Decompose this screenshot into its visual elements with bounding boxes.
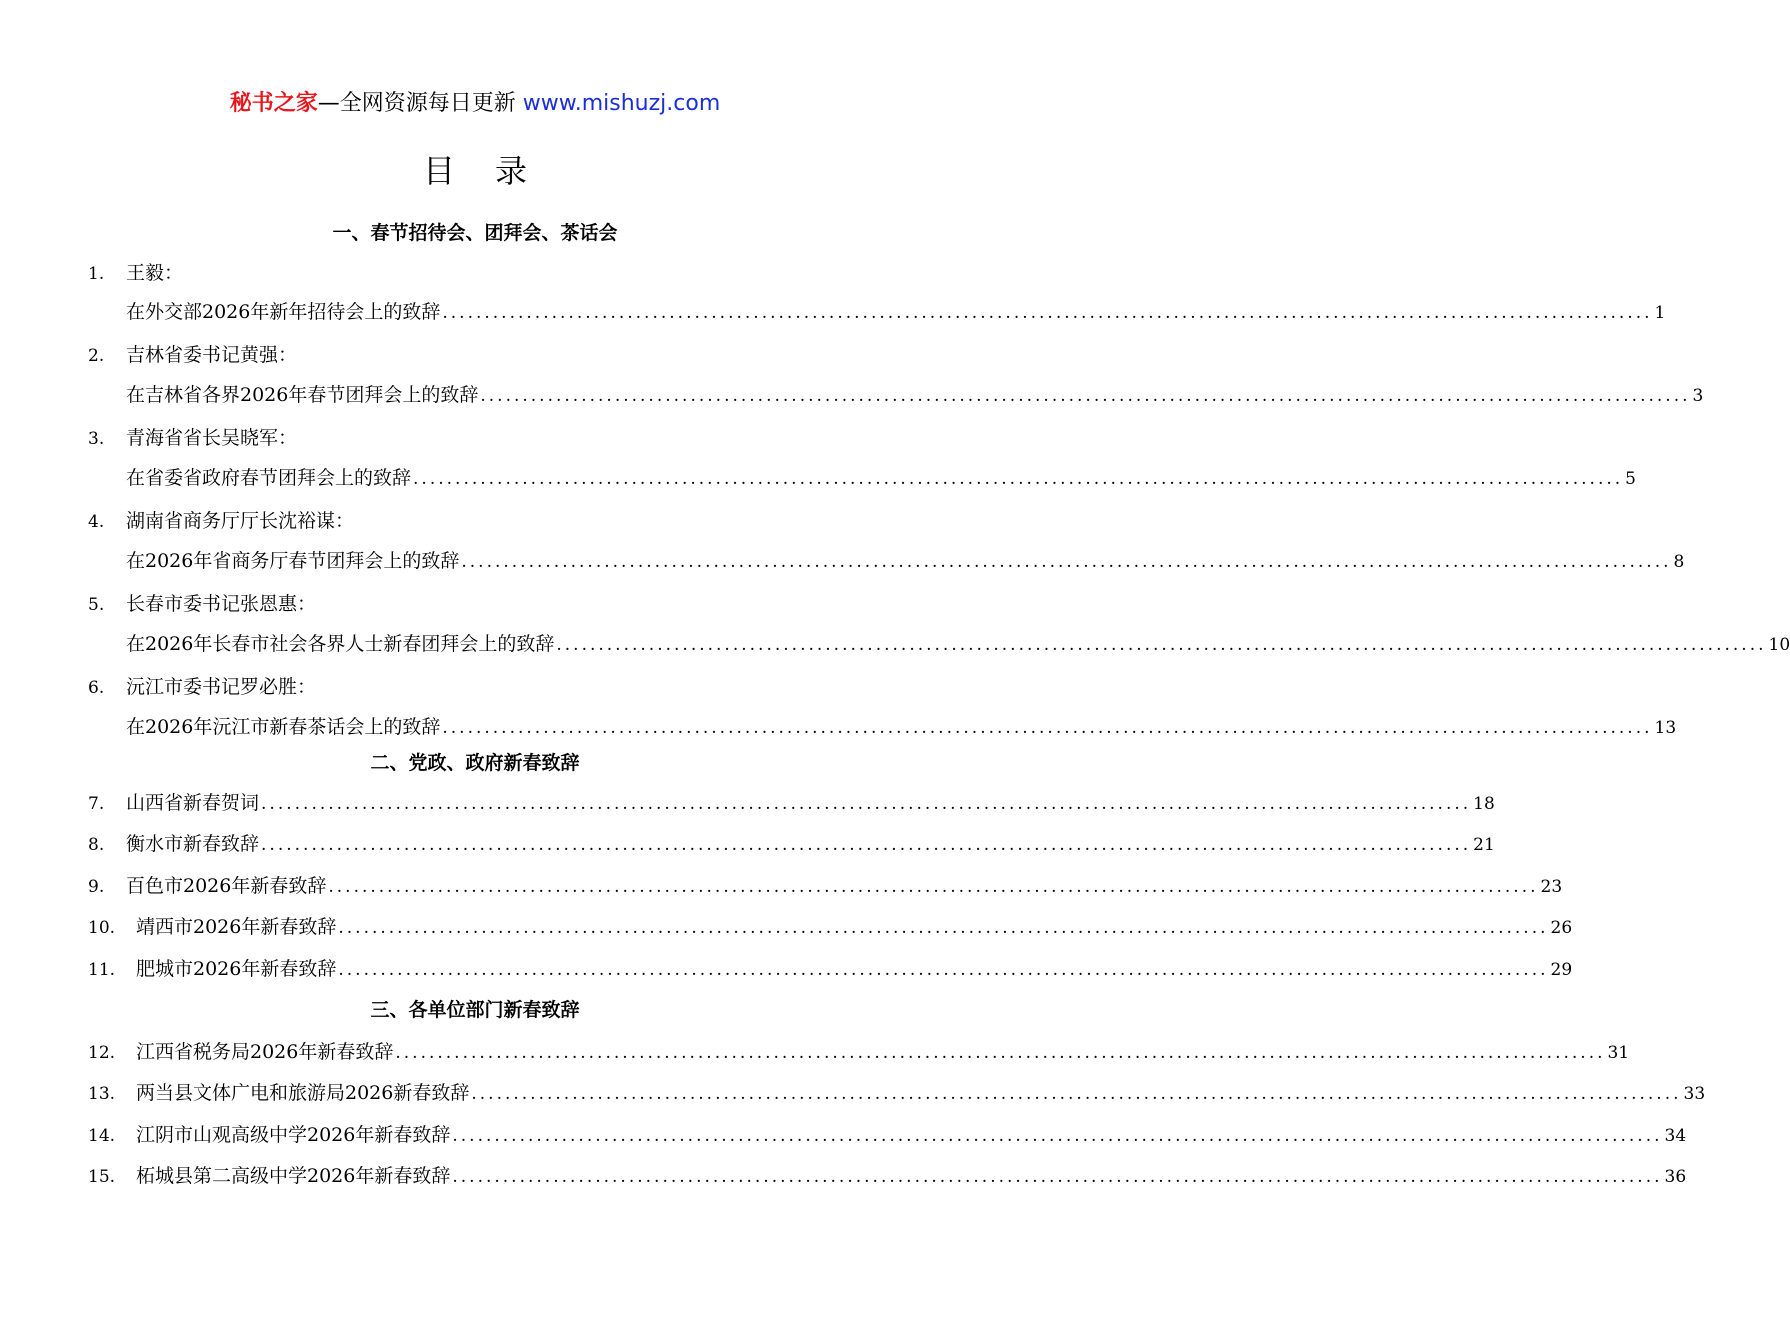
toc-page-number: 8 — [1673, 552, 1685, 572]
header-tagline: 全网资源每日更新 — [339, 91, 516, 116]
section-heading-1: 一、春节招待会、团拜会、茶话会 — [332, 222, 618, 244]
section-heading-3: 三、各单位部门新春致辞 — [370, 999, 580, 1021]
toc-entry[interactable] — [88, 788, 1495, 816]
toc-entry-title: 靖西市2026年新春致辞 — [136, 916, 337, 938]
leader-dots: ................................................................................................................................................ — [395, 1043, 1606, 1063]
toc-page-number: 21 — [1473, 835, 1495, 855]
toc-entry[interactable] — [88, 297, 1666, 325]
leader-dots: ................................................................................................................................................ — [442, 718, 1653, 738]
toc-entry[interactable] — [88, 871, 1563, 899]
toc-author-line — [88, 672, 860, 700]
toc-number: 2. — [88, 346, 105, 366]
leader-dots: ................................................................................................................................................ — [556, 635, 1767, 655]
toc-page-number: 18 — [1473, 794, 1495, 814]
leader-dots: ................................................................................................................................................ — [480, 386, 1691, 406]
toc-entry-title: 在2026年长春市社会各界人士新春团拜会上的致辞 — [126, 633, 555, 655]
toc-author-line — [88, 423, 860, 451]
toc-entry[interactable] — [88, 829, 1495, 857]
leader-dots: ................................................................................................................................................ — [328, 877, 1539, 897]
toc-author: 青海省省长吴晓军： — [126, 427, 298, 449]
toc-entry-title: 在2026年省商务厅春节团拜会上的致辞 — [126, 550, 460, 572]
toc-entry-title: 江阴市山观高级中学2026年新春致辞 — [136, 1124, 451, 1146]
toc-entry-title: 百色市2026年新春致辞 — [126, 875, 327, 897]
toc-number: 10. — [88, 918, 116, 938]
header-url[interactable]: www.mishuzj.com — [522, 91, 721, 116]
toc-author: 长春市委书记张恩惠： — [126, 593, 317, 615]
leader-dots: ................................................................................................................................................ — [471, 1084, 1682, 1104]
toc-entry-title: 山西省新春贺词 — [126, 792, 260, 814]
toc-entry[interactable] — [88, 463, 1636, 491]
toc-page-number: 26 — [1550, 918, 1573, 938]
toc-number: 4. — [88, 512, 105, 532]
toc-number: 1. — [88, 264, 105, 284]
leader-dots: ................................................................................................................................................ — [452, 1167, 1663, 1187]
leader-dots: ................................................................................................................................................ — [461, 552, 1672, 572]
toc-author: 吉林省委书记黄强： — [126, 344, 298, 366]
toc-entry-title: 两当县文体广电和旅游局2026新春致辞 — [136, 1082, 470, 1104]
toc-number: 14. — [88, 1126, 116, 1146]
toc-number: 3. — [88, 429, 105, 449]
toc-author-line — [88, 258, 860, 286]
toc-number: 15. — [88, 1167, 116, 1187]
toc-entry[interactable] — [88, 712, 1677, 740]
toc-number: 9. — [88, 877, 105, 897]
toc-author: 湖南省商务厅厅长沈裕谋： — [126, 510, 355, 532]
toc-entry-title: 在省委省政府春节团拜会上的致辞 — [126, 467, 412, 489]
leader-dots: ................................................................................................................................................ — [261, 794, 1472, 814]
toc-author: 王毅： — [126, 262, 184, 284]
toc-entry-title: 肥城市2026年新春致辞 — [136, 958, 337, 980]
leader-dots: ................................................................................................................................................ — [413, 469, 1624, 489]
toc-entry-title: 在2026年沅江市新春茶话会上的致辞 — [126, 716, 441, 738]
toc-author-line — [88, 589, 860, 617]
toc-page-number: 29 — [1550, 960, 1573, 980]
toc-page-number: 3 — [1692, 386, 1704, 406]
toc-page-number: 13 — [1654, 718, 1677, 738]
section-heading-2: 二、党政、政府新春致辞 — [370, 752, 580, 774]
toc-entry-title: 江西省税务局2026年新春致辞 — [136, 1041, 394, 1063]
toc-number: 7. — [88, 794, 105, 814]
toc-entry[interactable] — [88, 912, 1573, 940]
toc-page-number: 36 — [1664, 1167, 1687, 1187]
leader-dots: ................................................................................................................................................ — [338, 918, 1549, 938]
toc-entry-title: 在吉林省各界2026年春节团拜会上的致辞 — [126, 384, 479, 406]
toc-entry[interactable] — [88, 546, 1685, 574]
toc-number: 12. — [88, 1043, 116, 1063]
leader-dots: ................................................................................................................................................ — [338, 960, 1549, 980]
toc-entry[interactable] — [88, 1037, 1630, 1065]
toc-entry[interactable] — [88, 380, 1704, 408]
toc-entry[interactable] — [88, 629, 1790, 657]
toc-page-number: 10 — [1768, 635, 1790, 655]
toc-number: 8. — [88, 835, 105, 855]
toc-number: 6. — [88, 678, 105, 698]
toc-number: 11. — [88, 960, 116, 980]
toc-page-number: 33 — [1683, 1084, 1706, 1104]
toc-entry[interactable] — [88, 1078, 1706, 1106]
header-dash: — — [317, 91, 340, 116]
toc-entry[interactable] — [88, 1161, 1687, 1189]
leader-dots: ................................................................................................................................................ — [261, 835, 1472, 855]
toc-page-number: 23 — [1540, 877, 1563, 897]
page-title: 目录 — [422, 152, 567, 190]
leader-dots: ................................................................................................................................................ — [442, 303, 1653, 323]
toc-author-line — [88, 506, 860, 534]
toc-entry-title: 衡水市新春致辞 — [126, 833, 260, 855]
toc-page-number: 5 — [1625, 469, 1636, 489]
toc-page-number: 34 — [1664, 1126, 1687, 1146]
page-header — [0, 86, 950, 117]
toc-page-number: 31 — [1607, 1043, 1630, 1063]
brand-name: 秘书之家 — [229, 91, 318, 116]
leader-dots: ................................................................................................................................................ — [452, 1126, 1663, 1146]
toc-entry-title: 柘城县第二高级中学2026年新春致辞 — [136, 1165, 451, 1187]
toc-entry-title: 在外交部2026年新年招待会上的致辞 — [126, 301, 441, 323]
toc-entry[interactable] — [88, 1120, 1687, 1148]
toc-author: 沅江市委书记罗必胜： — [126, 676, 317, 698]
toc-entry[interactable] — [88, 954, 1573, 982]
toc-number: 13. — [88, 1084, 116, 1104]
toc-page-number: 1 — [1654, 303, 1666, 323]
toc-author-line — [88, 340, 860, 368]
toc-number: 5. — [88, 595, 105, 615]
